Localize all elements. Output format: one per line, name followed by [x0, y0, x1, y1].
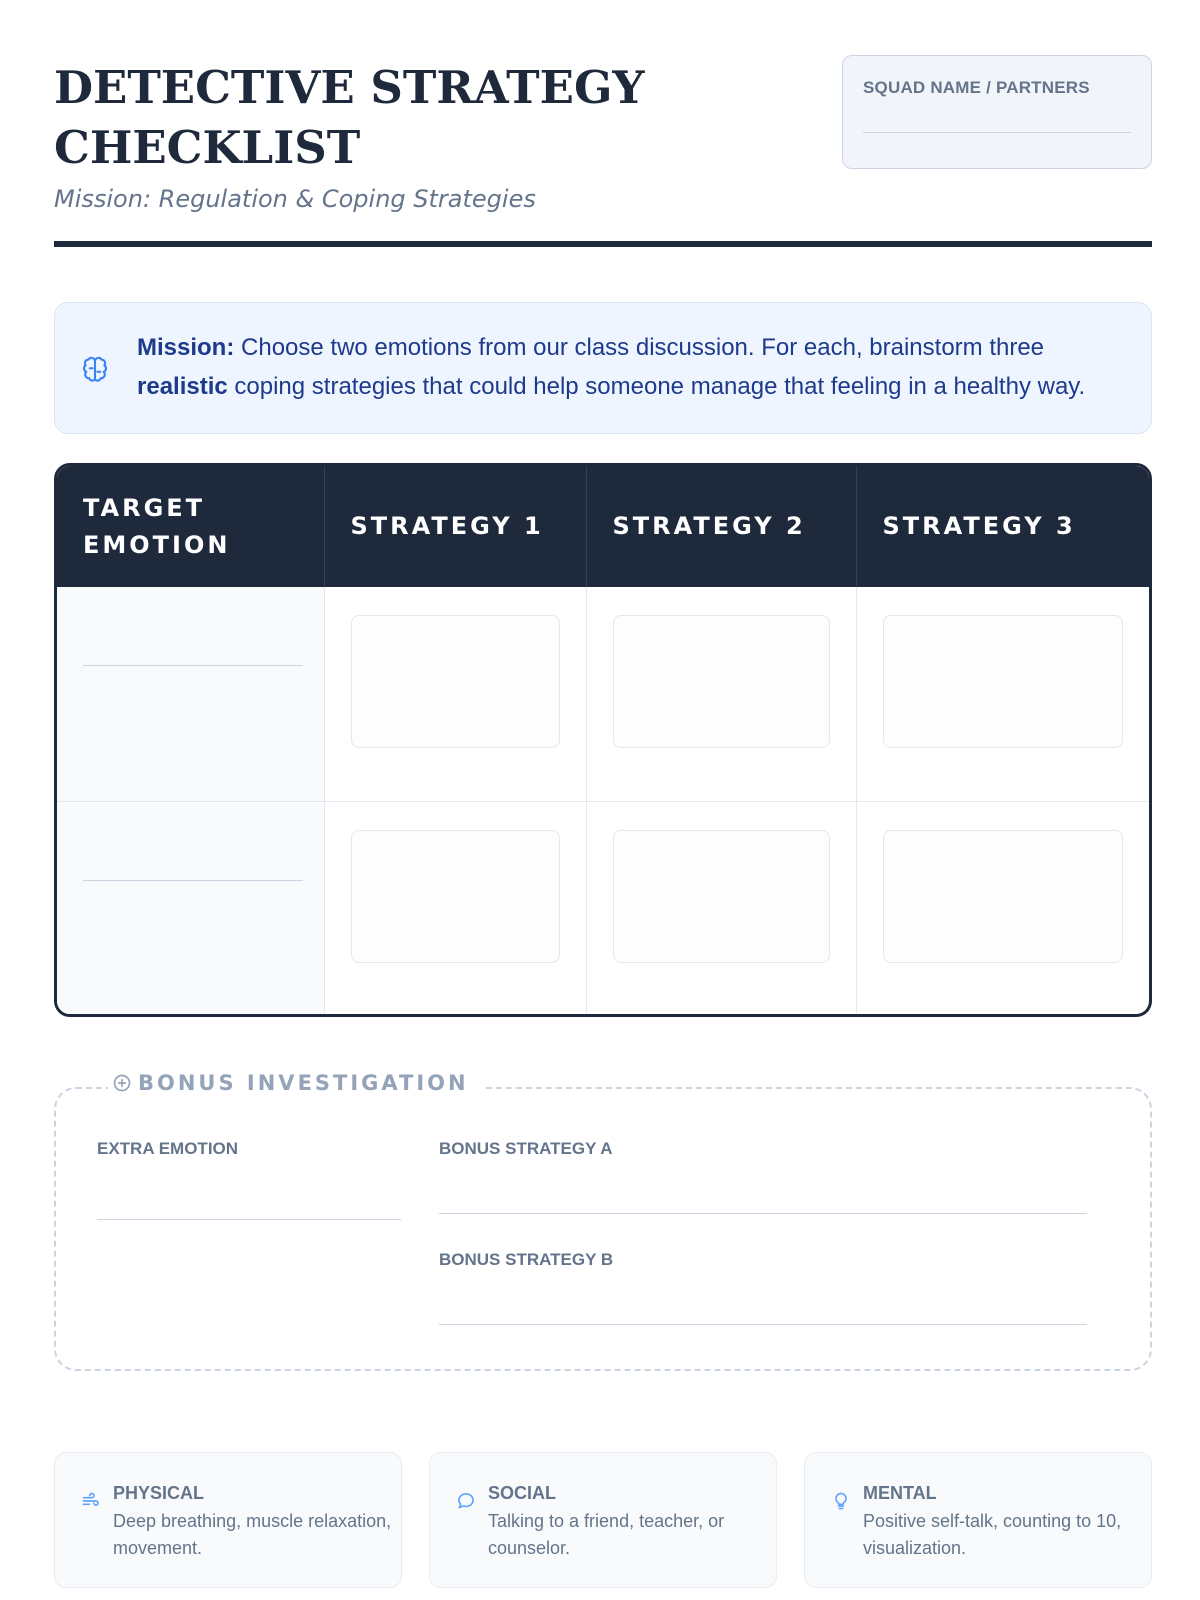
mission-emphasis: realistic — [137, 373, 228, 400]
page-subtitle: Mission: Regulation & Coping Strategies — [54, 185, 536, 213]
strategy-cell — [856, 587, 1149, 801]
bonus-legend — [108, 1071, 483, 1095]
mission-banner — [54, 302, 1152, 434]
strategy-cell — [856, 801, 1149, 1015]
bonus-strategy-a-field[interactable] — [439, 1213, 1087, 1214]
strategy-answer-box[interactable] — [613, 830, 830, 963]
tip-title: MENTAL — [863, 1483, 937, 1503]
tip-title: SOCIAL — [488, 1483, 557, 1503]
bonus-strategy-b-label: BONUS STRATEGY B — [439, 1250, 614, 1269]
strategy-answer-box[interactable] — [351, 830, 560, 963]
mission-text-part-1: Choose two emotions from our class discussion. For each, brainstorm three — [241, 334, 1045, 361]
strategy-cell — [586, 587, 856, 801]
chat-bubble-icon — [456, 1491, 476, 1511]
mission-text-part-2: coping strategies that could help someone manage that feeling in a healthy way. — [234, 373, 1086, 400]
extra-emotion-field[interactable] — [97, 1219, 401, 1220]
mission-text — [137, 328, 1137, 406]
plus-circle-icon — [112, 1073, 132, 1093]
lightbulb-icon — [831, 1491, 851, 1511]
tip-text: Deep breathing, muscle relaxation, movement. — [113, 1511, 392, 1558]
strategy-answer-box[interactable] — [883, 615, 1124, 748]
strategy-answer-box[interactable] — [613, 615, 830, 748]
tip-card-social — [429, 1452, 777, 1588]
header-strategy-1: STRATEGY 1 — [324, 466, 586, 587]
bonus-strategy-a-label: BONUS STRATEGY A — [439, 1139, 613, 1158]
strategy-tips — [54, 1452, 1152, 1588]
bonus-strategy-b-field[interactable] — [439, 1324, 1087, 1325]
emotion-input-line[interactable] — [83, 880, 303, 881]
emotion-cell — [57, 801, 324, 1015]
tip-text: Positive self-talk, counting to 10, visualization. — [863, 1511, 1122, 1558]
bonus-title: BONUS INVESTIGATION — [138, 1071, 469, 1095]
page-header — [54, 58, 1152, 248]
strategy-cell — [586, 801, 856, 1015]
wind-icon — [81, 1491, 101, 1511]
header-strategy-2: STRATEGY 2 — [586, 466, 856, 587]
strategy-answer-box[interactable] — [883, 830, 1124, 963]
header-strategy-3: STRATEGY 3 — [856, 466, 1149, 587]
brain-icon — [81, 356, 109, 384]
strategy-cell — [324, 587, 586, 801]
table-row — [57, 801, 1149, 1015]
squad-name-field[interactable] — [863, 132, 1131, 133]
squad-name-box — [842, 55, 1152, 169]
tip-title: PHYSICAL — [113, 1483, 205, 1503]
strategy-table — [54, 463, 1152, 1017]
extra-emotion-label: EXTRA EMOTION — [97, 1139, 239, 1158]
tip-card-mental — [804, 1452, 1152, 1588]
tip-text: Talking to a friend, teacher, or counselor. — [488, 1511, 725, 1558]
emotion-input-line[interactable] — [83, 665, 303, 666]
header-target-emotion: TARGET EMOTION — [57, 466, 324, 587]
page-title: DETECTIVE STRATEGY CHECKLIST — [54, 61, 645, 174]
squad-name-label: SQUAD NAME / PARTNERS — [863, 78, 1090, 97]
tip-card-physical — [54, 1452, 402, 1588]
bonus-investigation — [54, 1071, 1152, 1371]
emotion-cell — [57, 587, 324, 801]
table-row — [57, 587, 1149, 801]
strategy-cell — [324, 801, 586, 1015]
strategy-answer-box[interactable] — [351, 615, 560, 748]
table-header-row — [57, 466, 1149, 587]
header-divider — [54, 241, 1152, 247]
mission-lead: Mission: — [137, 334, 235, 361]
